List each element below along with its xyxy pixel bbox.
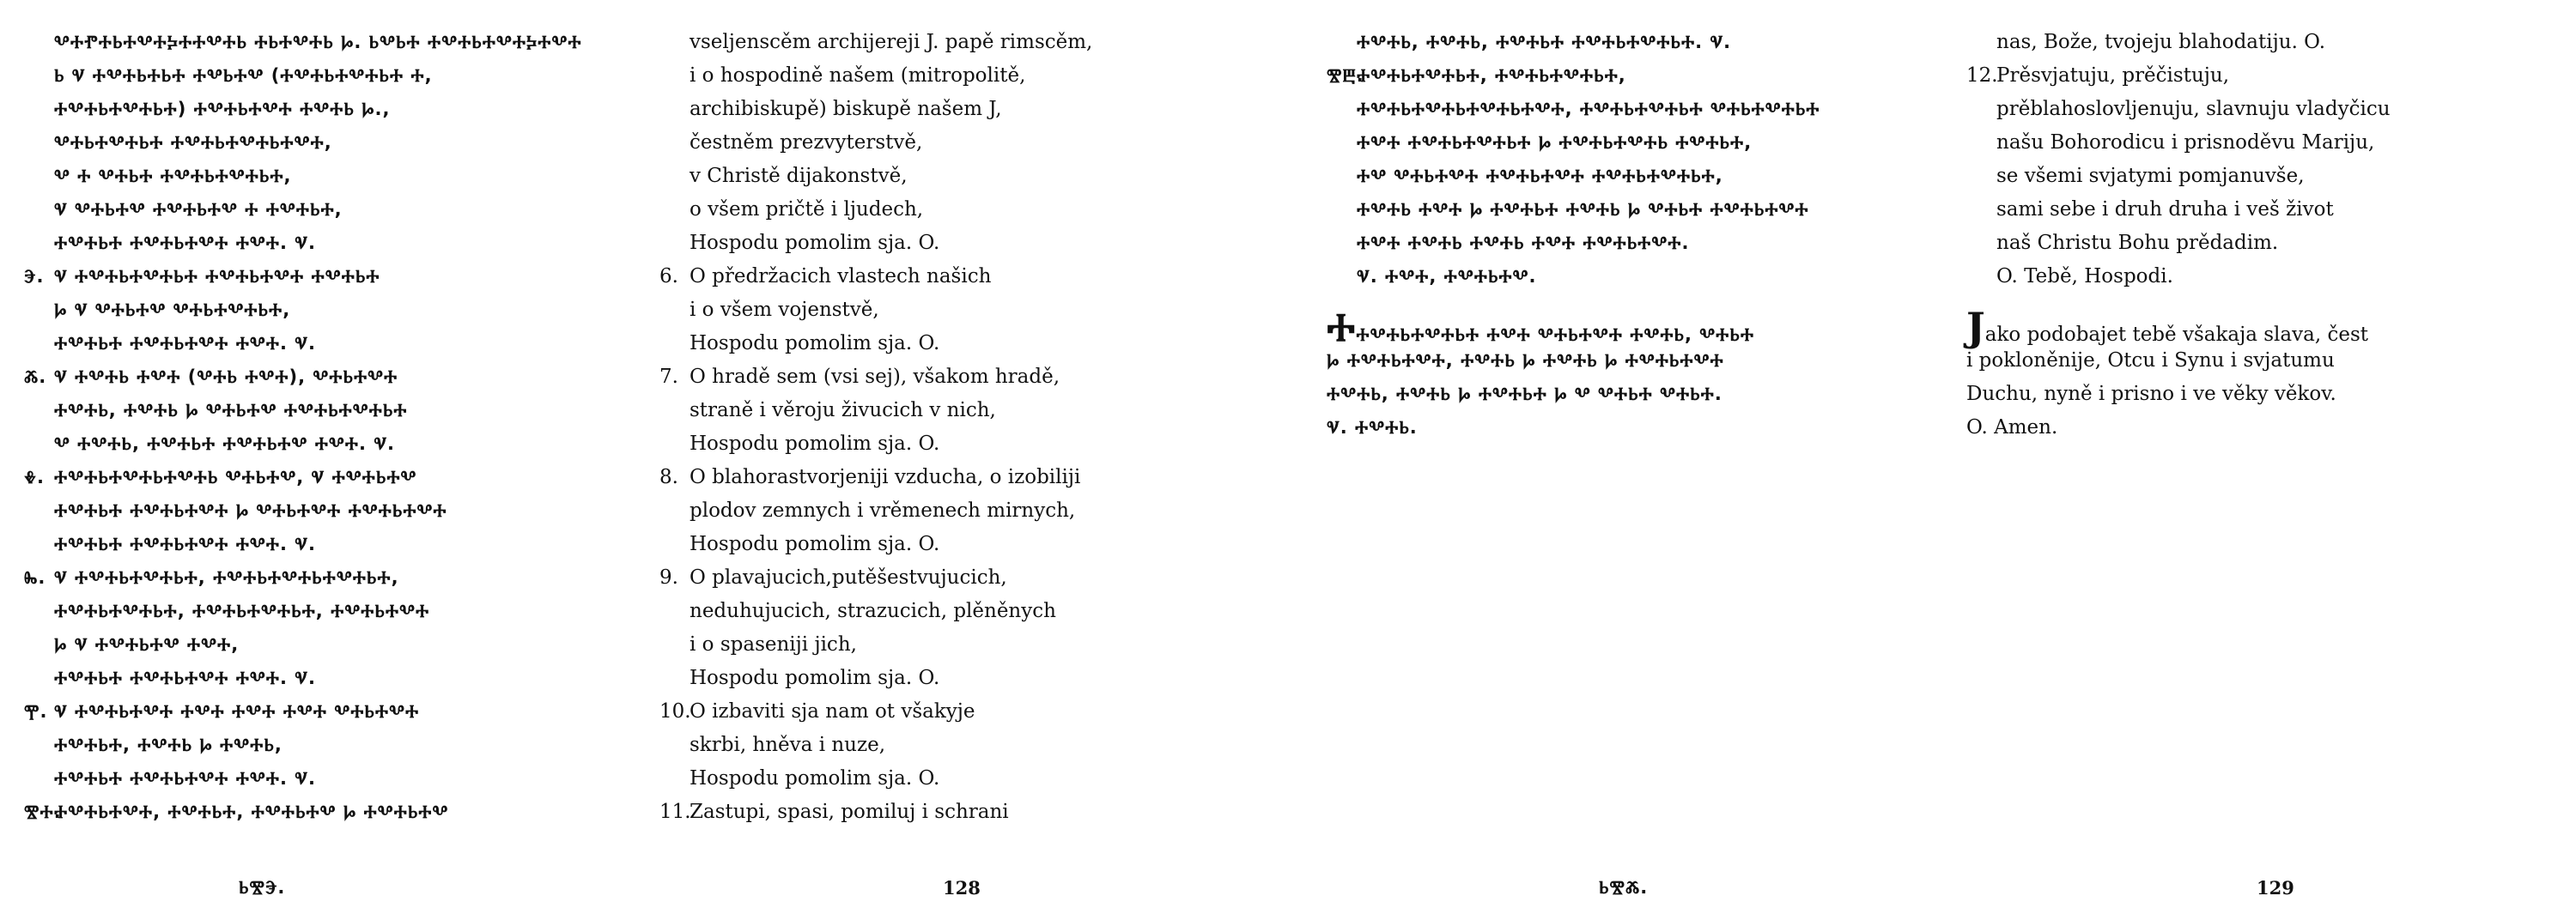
line-text: o všem pričtě i ljudech, <box>690 198 924 221</box>
line-text: Zastupi, spasi, pomiluj i schrani <box>690 801 1009 823</box>
line-text: ⰀⰂⰀⰓ, ⰀⰂⰀⰓ, ⰀⰂⰀⰓⰀ ⰀⰂⰀⰓⰀⰂⰀⰓⰀ. Ⱌ. <box>1357 32 1732 52</box>
text-line <box>659 126 1140 160</box>
text-line <box>24 327 625 360</box>
text-line <box>659 796 1140 829</box>
petition-number: Ⰸ. <box>24 567 46 588</box>
paragraph-line <box>1327 378 1962 411</box>
line-text: Hospodu pomolim sja. O. <box>690 332 940 354</box>
line-text: ⰀⰂ ⰂⰀⰓⰀⰂⰀ ⰀⰂⰀⰓⰀⰂⰀ ⰀⰂⰀⰓⰀⰂⰀⰓⰀ, <box>1357 166 1723 186</box>
text-line <box>24 360 625 394</box>
line-text: ako podobajet tebě všakaja slava, čest <box>1984 324 2368 346</box>
text-line <box>24 93 625 126</box>
text-line <box>24 695 625 729</box>
text-line <box>659 160 1140 193</box>
line-text: ⰀⰂⰀⰓⰀⰂⰀⰓⰀ, ⰀⰂⰀⰓⰀⰂⰀⰓⰀ, ⰀⰂⰀⰓⰀⰂⰀ <box>54 601 430 621</box>
text-line <box>24 227 625 260</box>
text-line <box>659 561 1140 595</box>
petition-number: Ⰶ. <box>24 366 47 387</box>
text-line <box>24 160 625 193</box>
text-line <box>1327 93 1962 126</box>
text-line <box>659 461 1140 494</box>
text-line <box>24 762 625 796</box>
line-text: Prěsvjatuju, prěčistuju, <box>1996 64 2230 87</box>
line-text: Ⱌ. ⰀⰂⰀⰓ. <box>1327 417 1418 438</box>
text-line <box>24 394 625 427</box>
line-text: Ⱃ Ⱌ ⰀⰂⰀⰓⰀⰓⰀ ⰀⰂⰓⰀⰂ (ⰀⰂⰀⰓⰀⰂⰀⰓⰀ Ⰰ, <box>54 65 433 86</box>
text-line <box>659 762 1140 796</box>
petition-number: Ⰷ. <box>24 467 45 487</box>
text-line <box>659 193 1140 227</box>
paragraph-line <box>1966 304 2482 350</box>
line-text: neduhujucich, strazucich, plěněnych <box>690 600 1056 622</box>
line-text: i o spaseniji jich, <box>690 633 857 656</box>
line-text: i o hospodině našem (mitropolitě, <box>690 64 1026 87</box>
line-text: našu Bohorodicu i prisnoděvu Mariju, <box>1996 131 2375 154</box>
text-line <box>24 294 625 327</box>
line-text: naš Christu Bohu prědadim. <box>1996 232 2279 254</box>
line-text: Ⱌ. ⰀⰂⰀ, ⰀⰂⰀⰓⰀⰂ. <box>1357 266 1537 287</box>
line-text: ⰀⰂⰀⰓⰀ, ⰀⰂⰀⰓ Ⱈ ⰀⰂⰀⰓ, <box>54 735 283 755</box>
drop-initial: J <box>1966 304 1985 350</box>
line-text: Ⱌ ⰀⰂⰀⰓⰀⰂⰀⰓⰀ ⰀⰂⰀⰓⰀⰂⰀ ⰀⰂⰀⰓⰀ <box>54 266 380 287</box>
line-text: ⰀⰂⰀⰓⰀⰂⰀⰓⰀⰂⰀⰓⰀⰂⰀ, ⰀⰂⰀⰓⰀⰂⰀⰓⰀ ⰂⰀⰓⰀⰂⰀⰓⰀ <box>1357 99 1820 119</box>
text-line <box>1327 227 1962 260</box>
text-line <box>24 494 625 528</box>
text-line <box>659 59 1140 93</box>
line-text: Ⱌ ⰀⰂⰀⰓ ⰀⰂⰀ (ⰂⰀⰓ ⰀⰂⰀ), ⰂⰀⰓⰀⰂⰀ <box>54 366 398 387</box>
text-line <box>1966 193 2482 227</box>
text-line <box>24 427 625 461</box>
text-line <box>1327 26 1962 59</box>
line-text: O izbaviti sja nam ot všakyje <box>690 700 975 723</box>
line-text: prěblahoslovljenuju, slavnuju vladyčicu <box>1996 98 2391 120</box>
line-text: ⰀⰂⰀⰓⰀⰂⰀⰓⰀ ⰀⰂⰀ ⰂⰀⰓⰀⰂⰀ ⰀⰂⰀⰓ, ⰂⰀⰓⰀ <box>1356 324 1755 345</box>
line-text: O blahorastvorjeniji vzducha, o izobiliji <box>690 466 1081 488</box>
text-line <box>1966 160 2482 193</box>
line-text: ⰀⰂⰀⰓ, ⰀⰂⰀⰓ Ⱈ ⰂⰀⰓⰀⰂ ⰀⰂⰀⰓⰀⰂⰀⰓⰀ <box>54 400 408 421</box>
page-129-latin-column <box>1966 26 2482 445</box>
line-text: v Christě dijakonstvě, <box>690 165 908 187</box>
text-line <box>24 628 625 662</box>
paragraph-gap <box>1966 294 2482 311</box>
line-text: nas, Bože, tvojeju blahodatiju. O. <box>1996 31 2326 53</box>
petition-number: 12. <box>1966 64 1998 87</box>
petition-number: 11. <box>659 801 691 823</box>
text-line <box>659 695 1140 729</box>
text-line <box>24 260 625 294</box>
text-line <box>24 528 625 561</box>
line-text: sami sebe i druh druha i veš život <box>1996 198 2334 221</box>
text-line <box>659 294 1140 327</box>
line-text: ⰀⰂⰀⰓⰀⰂⰀⰓⰀ, ⰀⰂⰀⰓⰀⰂⰀⰓⰀ, <box>1357 65 1626 86</box>
text-line <box>1966 126 2482 160</box>
text-line <box>1327 126 1962 160</box>
line-text: ⰂⰀⰒⰀⰓⰀⰂⰀⰍⰀⰀⰂⰀⰓ ⰀⰓⰀⰂⰀⰓ Ⱈ. ⰓⰂⰓⰀ ⰀⰂⰀⰓⰀⰂⰀⰍⰀⰂⰀ <box>54 32 582 52</box>
drop-initial: Ⰰ <box>1327 304 1357 350</box>
line-text: archibiskupě) biskupě našem J, <box>690 98 1002 120</box>
page-128-glagolitic-column <box>24 26 625 829</box>
text-line <box>1327 193 1962 227</box>
text-line <box>659 494 1140 528</box>
line-text: skrbi, hněva i nuze, <box>690 734 886 756</box>
line-text: čestněm prezvyterstvě, <box>690 131 923 154</box>
petition-number: 7. <box>659 366 678 388</box>
text-line <box>659 26 1140 59</box>
text-line <box>1327 260 1962 294</box>
paragraph-gap <box>1327 294 1962 311</box>
line-text: ⰀⰂⰀⰓⰀ ⰀⰂⰀⰓⰀⰂⰀ Ⱈ ⰂⰀⰓⰀⰂⰀ ⰀⰂⰀⰓⰀⰂⰀ <box>54 500 447 521</box>
line-text: se všemi svjatymi pomjanuvše, <box>1996 165 2305 187</box>
paragraph-line <box>1327 411 1962 445</box>
line-text: O předržacich vlastech našich <box>690 265 992 288</box>
petition-number: 9. <box>659 566 678 589</box>
text-line <box>24 26 625 59</box>
text-line <box>1327 59 1962 93</box>
line-text: ⰂⰀⰓⰀⰂⰀⰓⰀ ⰀⰂⰀⰓⰀⰂⰀⰓⰀⰂⰀ, <box>54 132 332 153</box>
line-text: ⰀⰂⰀⰓⰀⰂⰀⰓⰀ) ⰀⰂⰀⰓⰀⰂⰀ ⰀⰂⰀⰓ Ⱈ., <box>54 99 391 119</box>
line-text: Ⱈ ⰀⰂⰀⰓⰀⰂⰀ, ⰀⰂⰀⰓ Ⱈ ⰀⰂⰀⰓ Ⱈ ⰀⰂⰀⰓⰀⰂⰀ <box>1327 350 1724 371</box>
line-text: ⰀⰂⰀⰓⰀⰂⰀⰓⰀⰂⰀⰓ ⰂⰀⰓⰀⰂ, Ⱌ ⰀⰂⰀⰓⰀⰂ <box>54 467 417 487</box>
text-line <box>659 327 1140 360</box>
text-line <box>1966 93 2482 126</box>
line-text: ⰀⰂⰀⰓⰀ ⰀⰂⰀⰓⰀⰂⰀ ⰀⰂⰀ. Ⱌ. <box>54 668 317 688</box>
line-text: O. Amen. <box>1966 416 2058 439</box>
petition-number: Ⰵ. <box>24 266 45 287</box>
text-line <box>24 193 625 227</box>
petition-number: ⰊⰀ. <box>24 802 62 822</box>
page-128-latin-column <box>659 26 1140 829</box>
page-128-glagolitic-number: ⰓⰊⰅ. <box>239 877 286 898</box>
line-text: straně i věroju živucich v nich, <box>690 399 996 421</box>
text-line <box>659 93 1140 126</box>
line-text: ⰀⰂⰀⰓⰀ ⰀⰂⰀⰓⰀⰂⰀ ⰀⰂⰀ. Ⱌ. <box>54 534 317 554</box>
text-line <box>1966 227 2482 260</box>
line-text: plodov zemnych i vrěmenech mirnych, <box>690 499 1076 522</box>
line-text: ⰀⰂⰀ ⰀⰂⰀⰓ ⰀⰂⰀⰓ ⰀⰂⰀ ⰀⰂⰀⰓⰀⰂⰀ. <box>1357 233 1690 253</box>
petition-number: 8. <box>659 466 678 488</box>
text-line <box>1966 260 2482 294</box>
text-line <box>24 729 625 762</box>
line-text: Ⰲ ⰀⰂⰀⰓ, ⰀⰂⰀⰓⰀ ⰀⰂⰀⰓⰀⰂ ⰀⰂⰀ. Ⱌ. <box>54 433 396 454</box>
petition-number: ⰊⰁ. <box>1327 65 1364 86</box>
line-text: ⰀⰂⰀ ⰀⰂⰀⰓⰀⰂⰀⰓⰀ Ⱈ ⰀⰂⰀⰓⰀⰂⰀⰓ ⰀⰂⰀⰓⰀ, <box>1357 132 1753 153</box>
petition-number: 6. <box>659 265 678 288</box>
page-128-number: 128 <box>943 877 981 899</box>
text-line <box>659 628 1140 662</box>
line-text: ⰀⰂⰀⰓⰀ ⰀⰂⰀⰓⰀⰂⰀ ⰀⰂⰀ. Ⱌ. <box>54 233 317 253</box>
line-text: Ⱈ Ⱌ ⰀⰂⰀⰓⰀⰂ ⰀⰂⰀ, <box>54 634 240 655</box>
line-text: ⰀⰂⰀⰓⰀⰂⰀ, ⰀⰂⰀⰓⰀ, ⰀⰂⰀⰓⰀⰂ Ⱈ ⰀⰂⰀⰓⰀⰂ <box>54 802 449 822</box>
line-text: Hospodu pomolim sja. O. <box>690 533 940 555</box>
line-text: i pokloněnije, Otcu i Synu i svjatumu <box>1966 349 2335 372</box>
line-text: O hradě sem (vsi sej), všakom hradě, <box>690 366 1060 388</box>
text-line <box>659 394 1140 427</box>
text-line <box>659 595 1140 628</box>
text-line <box>659 360 1140 394</box>
text-line <box>659 729 1140 762</box>
text-line <box>659 662 1140 695</box>
line-text: Hospodu pomolim sja. O. <box>690 767 940 790</box>
line-text: Hospodu pomolim sja. O. <box>690 433 940 455</box>
text-line <box>24 796 625 829</box>
page-129-glagolitic-number: ⰓⰊⰆ. <box>1599 877 1649 898</box>
text-line <box>1966 26 2482 59</box>
text-line <box>24 662 625 695</box>
line-text: Hospodu pomolim sja. O. <box>690 667 940 689</box>
line-text: Ⰲ Ⰰ ⰂⰀⰓⰀ ⰀⰂⰀⰓⰀⰂⰀⰓⰀ, <box>54 166 292 186</box>
line-text: O plavajucich,putěšestvujucich, <box>690 566 1007 589</box>
line-text: Ⱌ ⰂⰀⰓⰀⰂ ⰀⰂⰀⰓⰀⰂ Ⰰ ⰀⰂⰀⰓⰀ, <box>54 199 343 220</box>
text-line <box>659 528 1140 561</box>
text-line <box>659 260 1140 294</box>
text-line <box>24 595 625 628</box>
text-line <box>1966 59 2482 93</box>
line-text: O. Tebě, Hospodi. <box>1996 265 2173 288</box>
text-line <box>659 427 1140 461</box>
text-line <box>1327 160 1962 193</box>
text-line <box>659 227 1140 260</box>
paragraph-line <box>1966 378 2482 411</box>
line-text: ⰀⰂⰀⰓⰀ ⰀⰂⰀⰓⰀⰂⰀ ⰀⰂⰀ. Ⱌ. <box>54 768 317 789</box>
text-line <box>24 461 625 494</box>
paragraph-line <box>1966 344 2482 378</box>
page-129-number: 129 <box>2257 877 2294 899</box>
line-text: Ⱌ ⰀⰂⰀⰓⰀⰂⰀ ⰀⰂⰀ ⰀⰂⰀ ⰀⰂⰀ ⰂⰀⰓⰀⰂⰀ <box>54 701 420 722</box>
line-text: Hospodu pomolim sja. O. <box>690 232 940 254</box>
line-text: Ⱈ Ⱌ ⰂⰀⰓⰀⰂ ⰂⰀⰓⰀⰂⰀⰓⰀ, <box>54 300 291 320</box>
petition-number: Ⰹ. <box>24 701 48 722</box>
text-line <box>24 126 625 160</box>
paragraph-line <box>1327 344 1962 378</box>
line-text: ⰀⰂⰀⰓ ⰀⰂⰀ Ⱈ ⰀⰂⰀⰓⰀ ⰀⰂⰀⰓ Ⱈ ⰂⰀⰓⰀ ⰀⰂⰀⰓⰀⰂⰀ <box>1357 199 1809 220</box>
line-text: ⰀⰂⰀⰓ, ⰀⰂⰀⰓ Ⱈ ⰀⰂⰀⰓⰀ Ⱈ Ⰲ ⰂⰀⰓⰀ ⰂⰀⰓⰀ. <box>1327 384 1722 404</box>
paragraph-line <box>1327 304 1962 350</box>
text-line <box>24 59 625 93</box>
line-text: Ⱌ ⰀⰂⰀⰓⰀⰂⰀⰓⰀ, ⰀⰂⰀⰓⰀⰂⰀⰓⰀⰂⰀⰓⰀ, <box>54 567 399 588</box>
paragraph-line <box>1966 411 2482 445</box>
line-text: Duchu, nyně i prisno i ve věky věkov. <box>1966 383 2336 405</box>
text-line <box>24 561 625 595</box>
line-text: i o všem vojenstvě, <box>690 299 879 321</box>
line-text: ⰀⰂⰀⰓⰀ ⰀⰂⰀⰓⰀⰂⰀ ⰀⰂⰀ. Ⱌ. <box>54 333 317 354</box>
page-129-glagolitic-column <box>1327 26 1962 445</box>
line-text: vseljenscěm archijereji J. papě rimscěm, <box>690 31 1093 53</box>
petition-number: 10. <box>659 700 691 723</box>
